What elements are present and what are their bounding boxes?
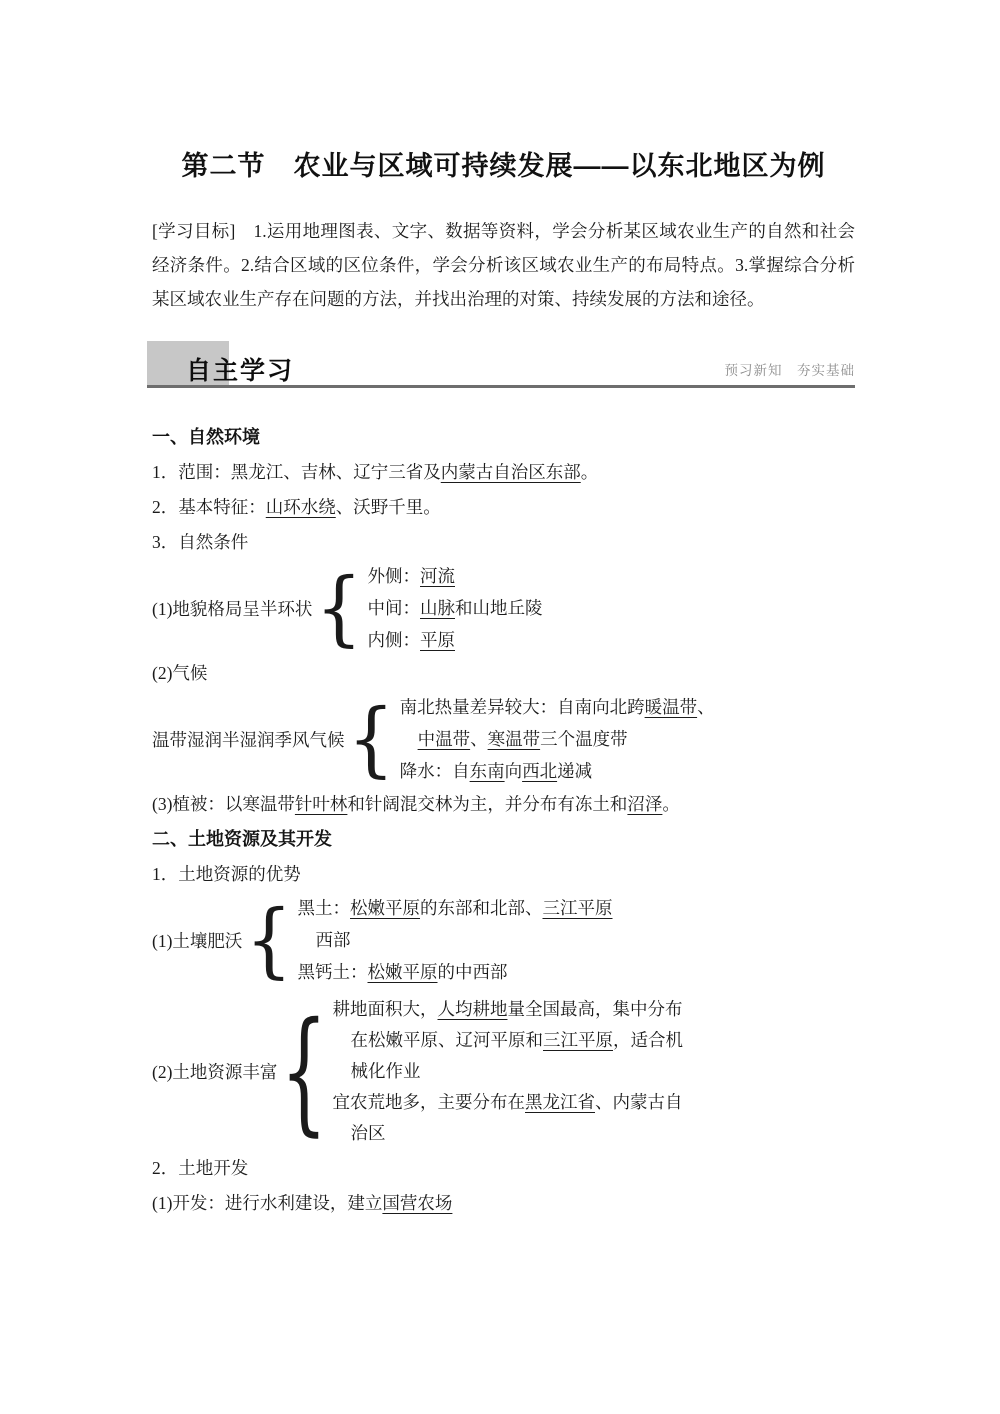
brace-group-soil (152, 892, 855, 988)
brace-label-climate: 温带湿润半湿润季风气候 (152, 729, 345, 750)
brace-rows-soil (298, 892, 613, 988)
section-heading-land-resources: 二、土地资源及其开发 (152, 829, 332, 849)
plain-text: 。 (662, 794, 680, 814)
underlined-answer-text: 山脉 (420, 598, 455, 618)
plain-text: 内侧： (367, 630, 420, 650)
left-brace-icon: { (280, 994, 328, 1149)
objectives-label: [学习目标] (152, 221, 254, 241)
underlined-answer-text: 西北 (522, 761, 558, 781)
plain-text: (1)开发：进行水利建设，建立 (152, 1193, 383, 1213)
brace-label-landform: (1)地貌格局呈半环状 (152, 598, 313, 619)
plain-text: 2．基本特征： (152, 497, 266, 517)
brace-rows-climate (400, 691, 715, 787)
line-scope (152, 455, 855, 490)
plain-text: (3)植被：以寒温带 (152, 794, 295, 814)
brace-row-middle (368, 592, 543, 624)
plain-text: 。 (580, 462, 599, 482)
underlined-answer-text: 人均耕地 (437, 999, 508, 1019)
brace-row-arable-area-cont1 (333, 1025, 684, 1056)
brace-row-inner (368, 624, 543, 656)
underlined-answer-text: 国营农场 (382, 1193, 453, 1213)
plain-text: 在松嫩平原、辽河平原和 (350, 1030, 543, 1050)
underlined-answer-text: 中温带 (417, 729, 471, 749)
plain-text: 黑土： (297, 898, 350, 918)
brace-row-heat (400, 691, 715, 723)
plain-text: 和山地丘陵 (455, 598, 543, 618)
underlined-answer-text: 东南 (469, 761, 505, 781)
brace-group-landform (152, 560, 855, 656)
plain-text: ，适合机 (613, 1030, 683, 1050)
left-brace-icon: { (245, 892, 293, 988)
plain-text: 、 (697, 697, 715, 717)
self-study-banner (152, 341, 855, 388)
brace-group-land-abundance (152, 994, 855, 1149)
brace-label-land-abundance: (2)土地资源丰富 (152, 1062, 278, 1082)
page-title: 第二节 农业与区域可持续发展——以东北地区为例 (181, 151, 826, 181)
plain-text: 的中西部 (437, 962, 508, 982)
underlined-answer-text: 平原 (420, 630, 455, 650)
left-brace-icon: { (315, 560, 363, 656)
underlined-answer-text: 沼泽 (627, 794, 663, 814)
plain-text: 和针阔混交林为主，并分布有冻土和 (347, 794, 628, 814)
plain-text: 降水：自 (399, 761, 470, 781)
line-natural-conditions: 3．自然条件 (152, 532, 249, 552)
line-development-detail (152, 1186, 855, 1221)
brace-rows-landform (368, 560, 543, 656)
plain-text: 西部 (315, 930, 351, 950)
line-vegetation (152, 787, 855, 822)
underlined-answer-text: 松嫩平原 (367, 962, 438, 982)
plain-text: 、内蒙古自 (595, 1092, 683, 1112)
plain-text: 的东部和北部、 (420, 898, 543, 918)
line-climate-heading: (2)气候 (152, 663, 208, 683)
brace-row-arable-area (333, 994, 684, 1025)
plain-text: 量全国最高，集中分布 (507, 999, 683, 1019)
plain-text: 宜农荒地多，主要分布在 (332, 1092, 525, 1112)
underlined-answer-text: 暖温带 (644, 697, 698, 717)
brace-row-black-soil (298, 892, 613, 924)
left-brace-icon: { (347, 691, 395, 787)
banner-subtitle: 预习新知 夯实基础 (724, 363, 855, 378)
brace-row-black-soil-cont (298, 924, 613, 956)
brace-row-heat-cont (400, 723, 715, 755)
brace-row-arable-area-cont2 (333, 1056, 684, 1087)
plain-text: 南北热量差异较大：自南向北跨 (399, 697, 645, 717)
plain-text: 耕地面积大， (332, 999, 438, 1019)
plain-text: 1．范围：黑龙江、吉林、辽宁三省及 (152, 462, 441, 482)
plain-text: 递减 (557, 761, 593, 781)
underlined-answer-text: 河流 (420, 566, 455, 586)
banner-title: 自主学习 (186, 357, 295, 385)
plain-text: 三个温度带 (540, 729, 628, 749)
underlined-answer-text: 山环水绕 (265, 497, 336, 517)
plain-text: 械化作业 (350, 1061, 421, 1081)
brace-row-wasteland (333, 1087, 684, 1118)
underlined-answer-text: 寒温带 (487, 729, 541, 749)
plain-text: 向 (504, 761, 523, 781)
underlined-answer-text: 三江平原 (542, 898, 613, 918)
brace-row-precipitation (400, 755, 715, 787)
underlined-answer-text: 针叶林 (294, 794, 348, 814)
plain-text: 、沃野千里。 (335, 497, 441, 517)
plain-text: 外侧： (367, 566, 420, 586)
banner-rule (147, 385, 855, 388)
plain-text: 黑钙土： (297, 962, 368, 982)
line-basic-features (152, 490, 855, 525)
brace-row-wasteland-cont (333, 1118, 684, 1149)
brace-rows-land-abundance (333, 994, 684, 1149)
brace-group-climate (152, 691, 855, 787)
underlined-answer-text: 黑龙江省 (525, 1092, 595, 1112)
underlined-answer-text: 三江平原 (543, 1030, 613, 1050)
line-land-development: 2．土地开发 (152, 1158, 249, 1178)
objectives-paragraph (152, 214, 855, 316)
plain-text: 治区 (350, 1123, 386, 1143)
section-heading-natural-environment: 一、自然环境 (152, 427, 260, 447)
plain-text: 中间： (367, 598, 420, 618)
line-land-advantage: 1．土地资源的优势 (152, 864, 301, 884)
brace-row-chernozem (298, 956, 613, 988)
plain-text: 、 (470, 729, 488, 749)
underlined-answer-text: 内蒙古自治区东部 (440, 462, 581, 482)
brace-row-outer (368, 560, 543, 592)
objectives-text: 1.运用地理图表、文字、数据等资料，学会分析某区域农业生产的自然和社会经济条件。2.结合区域的区位条件，学会分析该区域农业生产的布局特点。3.掌握综合分析某区域农业生产存在问题的方法，并找出治理的对策、持续发展的方法和途径。 (152, 221, 855, 309)
brace-label-soil: (1)土壤肥沃 (152, 930, 243, 951)
underlined-answer-text: 松嫩平原 (350, 898, 420, 918)
